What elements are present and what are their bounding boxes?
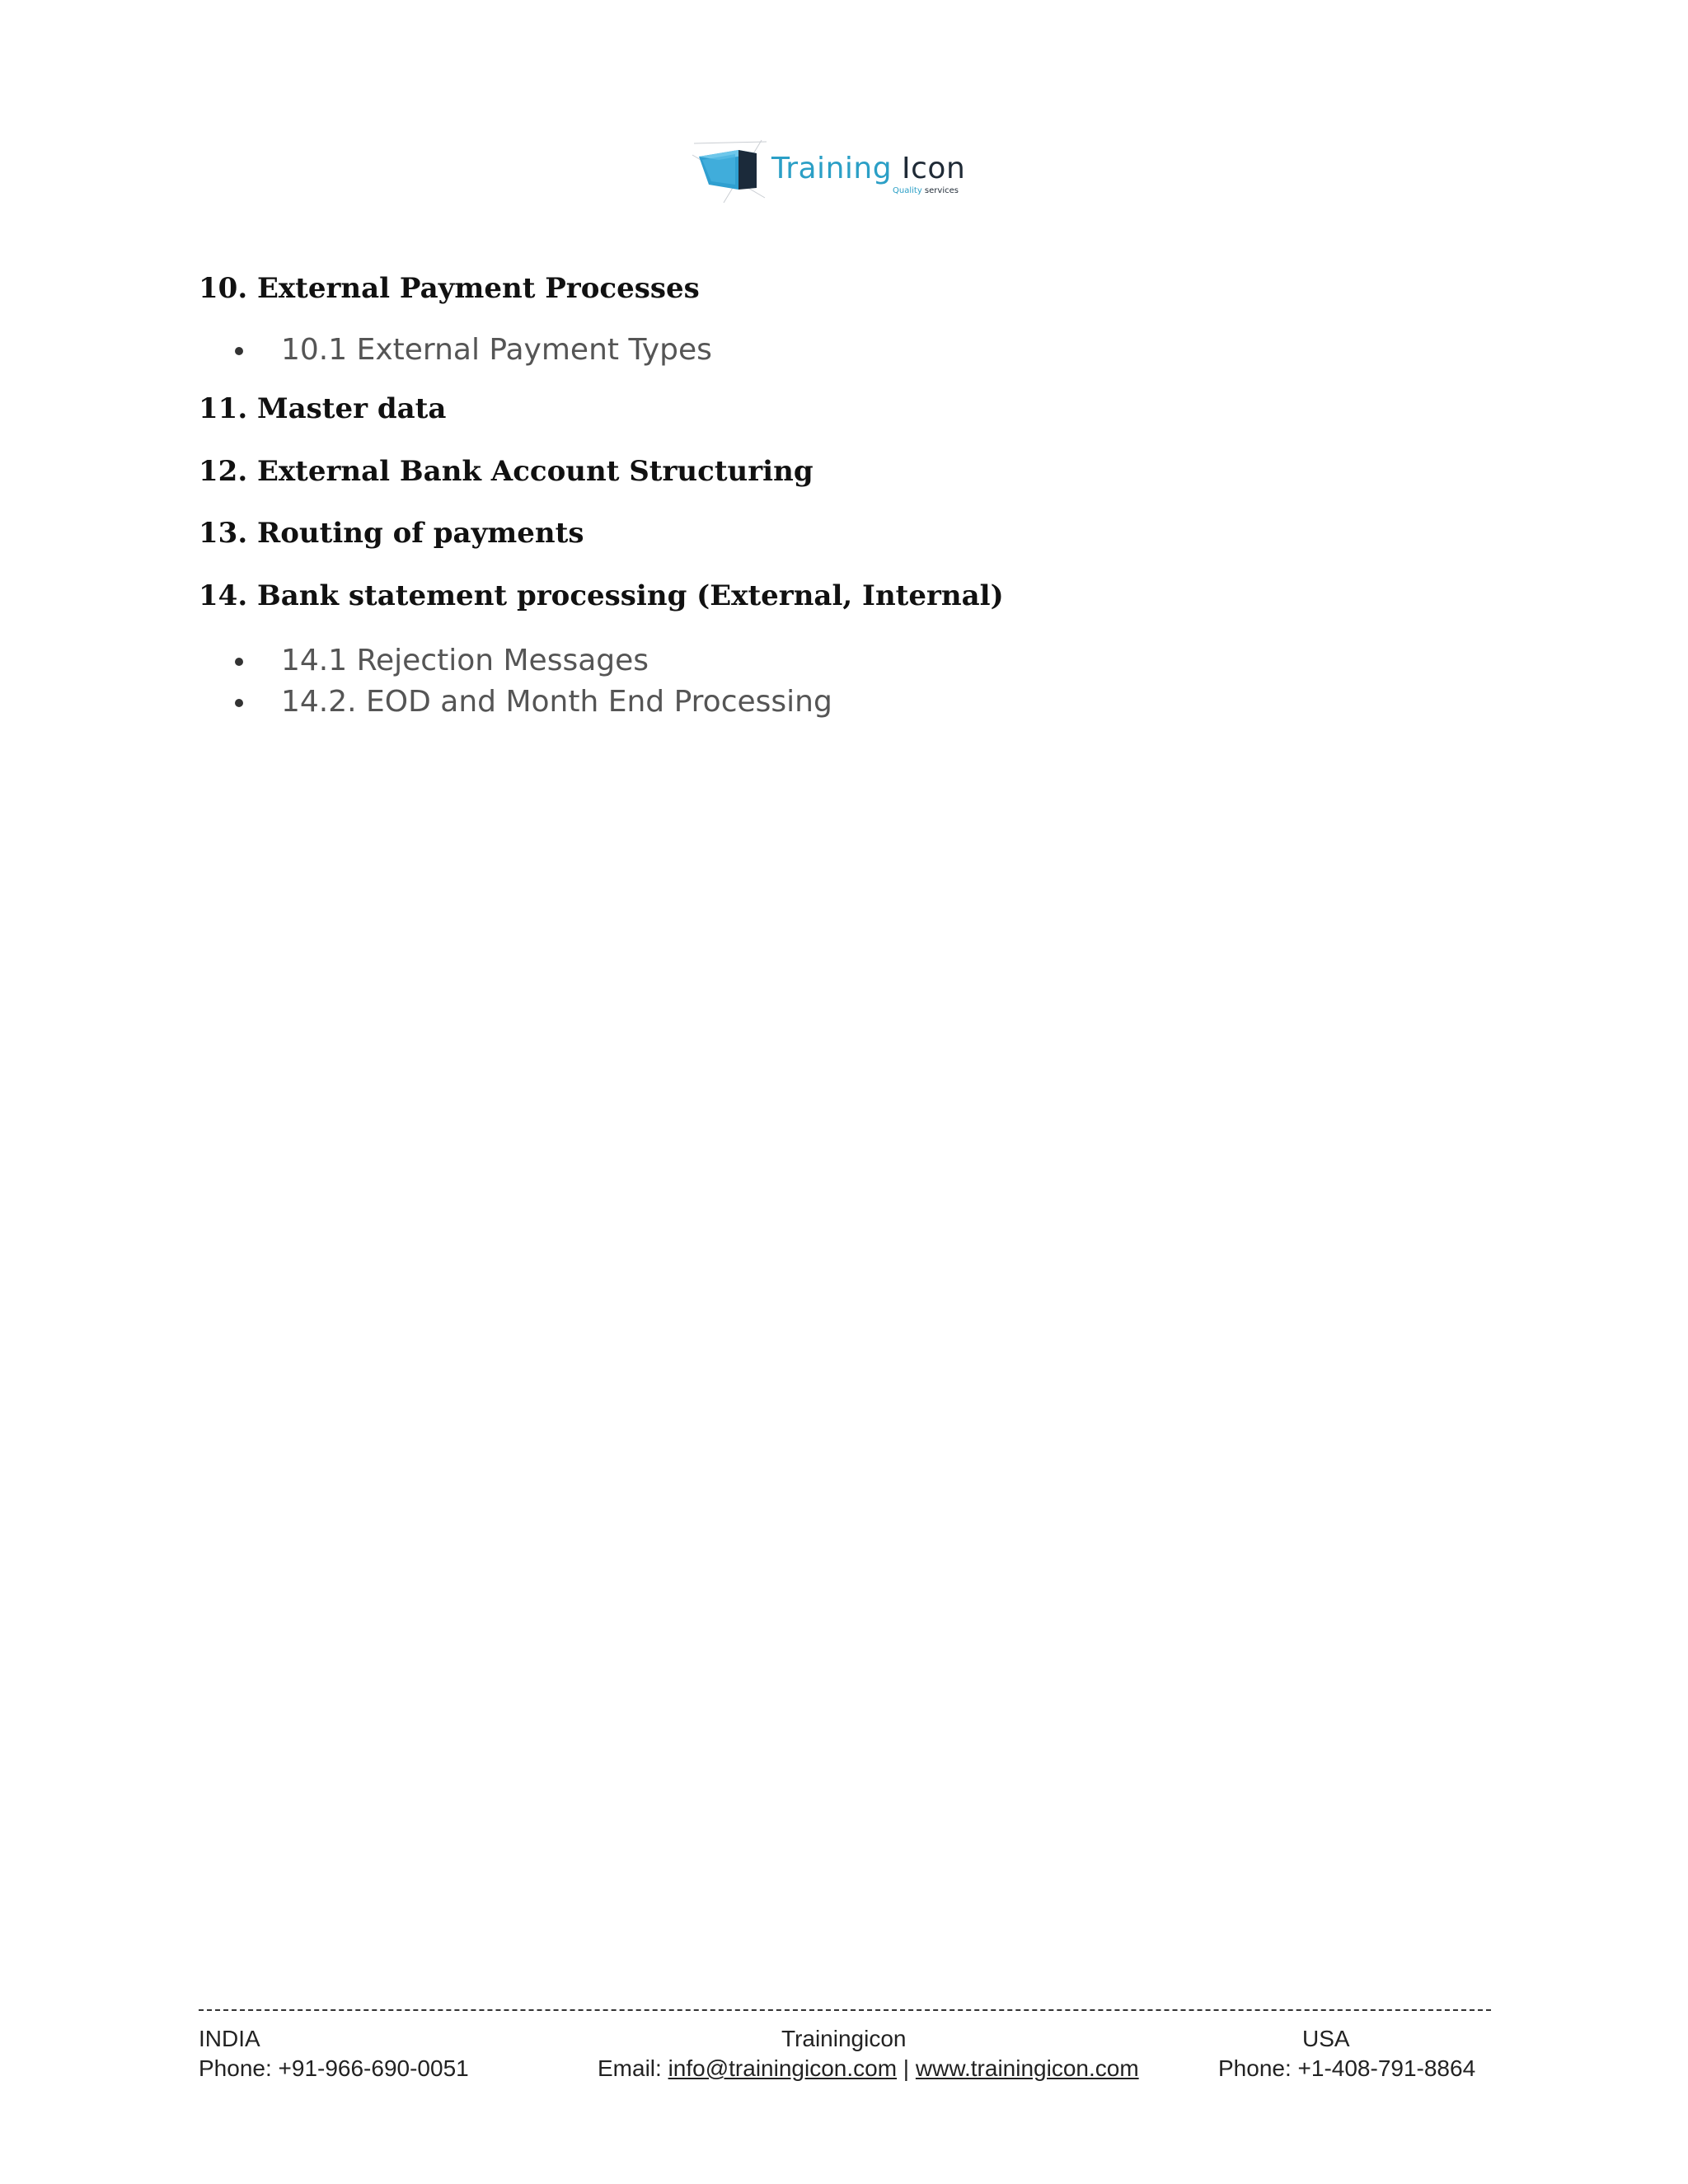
footer-divider: [199, 2009, 1491, 2011]
footer-separator: |: [897, 2055, 916, 2081]
section-heading: 13. Routing of payments: [199, 517, 584, 550]
footer-email-link[interactable]: info@trainingicon.com: [668, 2055, 898, 2081]
footer-email-label: Email:: [598, 2055, 668, 2081]
bullet-icon: [235, 699, 243, 707]
list-item-text: 14.1 Rejection Messages: [281, 644, 649, 677]
footer-india-title: INDIA: [199, 2026, 260, 2051]
section-heading: 12. External Bank Account Structuring: [199, 455, 814, 488]
logo-tagline-word1: Quality: [893, 186, 922, 195]
training-icon-logo: [691, 132, 971, 211]
footer-india-phone: Phone: +91-966-690-0051: [199, 2055, 469, 2081]
document-body: [199, 269, 1484, 723]
footer-contact-line: [598, 2054, 1139, 2083]
footer-website-link[interactable]: www.trainingicon.com: [915, 2055, 1139, 2081]
bullet-icon: [235, 347, 243, 355]
section-heading: 14. Bank statement processing (External, Internal): [199, 579, 1004, 612]
logo-word-training: Training: [771, 152, 893, 185]
list-item: [199, 330, 1484, 371]
section-sublist: [199, 640, 1484, 723]
list-item-text: 14.2. EOD and Month End Processing: [281, 685, 832, 719]
list-item: [199, 640, 1484, 682]
bullet-icon: [235, 658, 243, 666]
logo-tagline-word2: services: [924, 186, 959, 195]
section-heading: 10. External Payment Processes: [199, 272, 700, 305]
list-item-text: 10.1 External Payment Types: [281, 333, 712, 367]
list-item: [199, 682, 1484, 723]
footer-usa-phone: Phone: +1-408-791-8864: [1218, 2055, 1476, 2081]
section-heading: 11. Master data: [199, 392, 447, 425]
logo-word-icon: Icon: [902, 152, 966, 185]
logo-tagline: [893, 186, 959, 195]
cube-logo-icon: [691, 138, 770, 204]
section-sublist: [199, 330, 1484, 371]
logo-wordmark: [771, 152, 965, 185]
footer-company-title: Trainingicon: [781, 2026, 907, 2051]
footer-usa-title: USA: [1302, 2026, 1350, 2051]
